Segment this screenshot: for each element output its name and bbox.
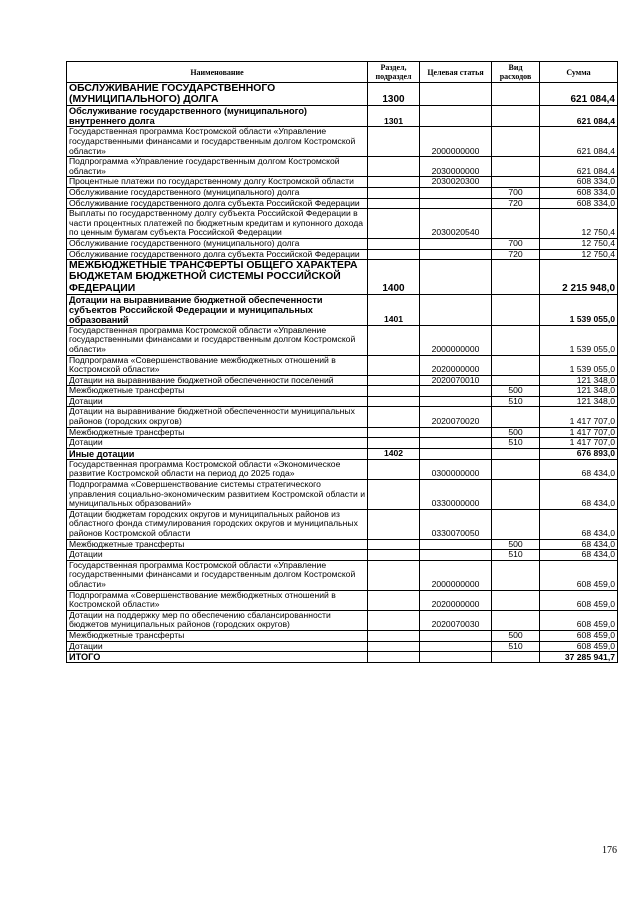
budget-table-sheet bbox=[66, 61, 618, 663]
cell-amount: 608 459,0 bbox=[540, 630, 618, 641]
cell-type bbox=[492, 590, 540, 610]
cell-target bbox=[420, 438, 492, 449]
cell-target: 2000000000 bbox=[420, 560, 492, 590]
cell-target bbox=[420, 396, 492, 407]
cell-target: 2030000000 bbox=[420, 157, 492, 177]
cell-target bbox=[420, 198, 492, 209]
cell-section bbox=[368, 509, 420, 539]
cell-target: 2030020540 bbox=[420, 209, 492, 239]
cell-section bbox=[368, 396, 420, 407]
table-row bbox=[67, 438, 618, 449]
table-row bbox=[67, 260, 618, 295]
cell-name: Подпрограмма «Совершенствование системы стратегического управления социально-экономическим развитием Костромской области и муниципальных образований» bbox=[67, 480, 368, 510]
table-row bbox=[67, 550, 618, 561]
cell-type bbox=[492, 509, 540, 539]
cell-name: Выплаты по государственному долгу субъекта Российской Федерации в части процентных платежей по бюджетным кредитам и купонного дохода по ценным бумагам субъекта Российской Федерации bbox=[67, 209, 368, 239]
cell-type bbox=[492, 459, 540, 479]
cell-amount: 121 348,0 bbox=[540, 375, 618, 386]
table-row bbox=[67, 238, 618, 249]
cell-amount: 1 417 707,0 bbox=[540, 427, 618, 438]
cell-name: Процентные платежи по государственному долгу Костромской области bbox=[67, 177, 368, 188]
cell-amount: 1 417 707,0 bbox=[540, 407, 618, 427]
cell-name: Государственная программа Костромской области «Управление государственными финансами и государственным долгом Костромской области» bbox=[67, 127, 368, 157]
cell-section: 1400 bbox=[368, 260, 420, 295]
cell-type bbox=[492, 355, 540, 375]
cell-section: 1300 bbox=[368, 83, 420, 106]
cell-type bbox=[492, 106, 540, 127]
table-row bbox=[67, 127, 618, 157]
cell-target bbox=[420, 448, 492, 459]
cell-type: 510 bbox=[492, 550, 540, 561]
cell-amount: 621 084,4 bbox=[540, 127, 618, 157]
cell-type: 720 bbox=[492, 198, 540, 209]
table-row bbox=[67, 459, 618, 479]
cell-type: 510 bbox=[492, 641, 540, 652]
cell-section bbox=[368, 560, 420, 590]
table-row bbox=[67, 590, 618, 610]
cell-type bbox=[492, 610, 540, 630]
cell-name: Дотации на выравнивание бюджетной обеспеченности поселений bbox=[67, 375, 368, 386]
cell-type: 720 bbox=[492, 249, 540, 260]
cell-type: 700 bbox=[492, 187, 540, 198]
cell-section bbox=[368, 187, 420, 198]
table-row bbox=[67, 509, 618, 539]
cell-name: Государственная программа Костромской области «Управление государственными финансами и государственным долгом Костромской области» bbox=[67, 325, 368, 355]
table-row bbox=[67, 560, 618, 590]
cell-section bbox=[368, 355, 420, 375]
cell-type bbox=[492, 407, 540, 427]
cell-target: 2020000000 bbox=[420, 590, 492, 610]
cell-type: 510 bbox=[492, 396, 540, 407]
cell-section bbox=[368, 209, 420, 239]
cell-name: Дотации bbox=[67, 438, 368, 449]
cell-section bbox=[368, 375, 420, 386]
cell-target: 2020000000 bbox=[420, 355, 492, 375]
cell-section: 1402 bbox=[368, 448, 420, 459]
cell-section bbox=[368, 427, 420, 438]
cell-amount: 12 750,4 bbox=[540, 209, 618, 239]
cell-name: Дотации бюджетам городских округов и муниципальных районов из областного фонда стимулирования городских округов и муниципальных районов Костромской области bbox=[67, 509, 368, 539]
cell-type: 500 bbox=[492, 386, 540, 397]
table-row bbox=[67, 249, 618, 260]
cell-amount: 608 459,0 bbox=[540, 610, 618, 630]
cell-target bbox=[420, 641, 492, 652]
cell-amount: 621 084,4 bbox=[540, 157, 618, 177]
cell-target bbox=[420, 386, 492, 397]
cell-target: 0330000000 bbox=[420, 480, 492, 510]
cell-target bbox=[420, 106, 492, 127]
cell-type bbox=[492, 375, 540, 386]
table-header-row bbox=[67, 62, 618, 83]
cell-section bbox=[368, 652, 420, 663]
table-row bbox=[67, 652, 618, 663]
cell-section bbox=[368, 177, 420, 188]
table-row bbox=[67, 325, 618, 355]
cell-name: Обслуживание государственного (муниципального) внутреннего долга bbox=[67, 106, 368, 127]
cell-type bbox=[492, 127, 540, 157]
cell-type bbox=[492, 209, 540, 239]
table-row bbox=[67, 294, 618, 325]
table-row bbox=[67, 407, 618, 427]
cell-amount: 37 285 941,7 bbox=[540, 652, 618, 663]
cell-section bbox=[368, 127, 420, 157]
cell-target bbox=[420, 187, 492, 198]
cell-target: 2020070020 bbox=[420, 407, 492, 427]
cell-name: Государственная программа Костромской области «Экономическое развитие Костромской области на период до 2025 года» bbox=[67, 459, 368, 479]
cell-name: Обслуживание государственного (муниципального) долга bbox=[67, 187, 368, 198]
cell-section: 1401 bbox=[368, 294, 420, 325]
cell-section bbox=[368, 641, 420, 652]
cell-type bbox=[492, 177, 540, 188]
cell-name: Межбюджетные трансферты bbox=[67, 386, 368, 397]
table-row bbox=[67, 396, 618, 407]
cell-section bbox=[368, 157, 420, 177]
table-row bbox=[67, 539, 618, 550]
table-row bbox=[67, 427, 618, 438]
table-row bbox=[67, 386, 618, 397]
cell-amount: 1 417 707,0 bbox=[540, 438, 618, 449]
cell-section bbox=[368, 438, 420, 449]
cell-name: Обслуживание государственного (муниципального) долга bbox=[67, 238, 368, 249]
cell-section bbox=[368, 480, 420, 510]
cell-target bbox=[420, 652, 492, 663]
cell-type bbox=[492, 325, 540, 355]
cell-name: МЕЖБЮДЖЕТНЫЕ ТРАНСФЕРТЫ ОБЩЕГО ХАРАКТЕРА БЮДЖЕТАМ БЮДЖЕТНОЙ СИСТЕМЫ РОССИЙСКОЙ ФЕДЕРАЦИИ bbox=[67, 260, 368, 295]
cell-target: 2020070030 bbox=[420, 610, 492, 630]
cell-target bbox=[420, 249, 492, 260]
cell-type bbox=[492, 560, 540, 590]
cell-type: 700 bbox=[492, 238, 540, 249]
cell-name: Подпрограмма «Совершенствование межбюджетных отношений в Костромской области» bbox=[67, 355, 368, 375]
budget-table bbox=[66, 61, 618, 663]
cell-amount: 121 348,0 bbox=[540, 396, 618, 407]
cell-section bbox=[368, 325, 420, 355]
table-body bbox=[67, 83, 618, 663]
cell-section bbox=[368, 539, 420, 550]
cell-type: 500 bbox=[492, 427, 540, 438]
cell-section bbox=[368, 407, 420, 427]
cell-type bbox=[492, 480, 540, 510]
cell-target: 0300000000 bbox=[420, 459, 492, 479]
cell-amount: 608 334,0 bbox=[540, 177, 618, 188]
cell-target: 0330070050 bbox=[420, 509, 492, 539]
cell-amount: 621 084,4 bbox=[540, 106, 618, 127]
header-name: Наименование bbox=[67, 62, 368, 83]
table-row bbox=[67, 355, 618, 375]
cell-amount: 68 434,0 bbox=[540, 550, 618, 561]
cell-type bbox=[492, 83, 540, 106]
cell-name: Обслуживание государственного долга субъекта Российской Федерации bbox=[67, 198, 368, 209]
cell-amount: 1 539 055,0 bbox=[540, 325, 618, 355]
cell-target bbox=[420, 260, 492, 295]
cell-amount: 68 434,0 bbox=[540, 459, 618, 479]
cell-target bbox=[420, 294, 492, 325]
cell-target bbox=[420, 83, 492, 106]
cell-section bbox=[368, 610, 420, 630]
cell-amount: 68 434,0 bbox=[540, 509, 618, 539]
table-row bbox=[67, 375, 618, 386]
cell-target: 2020070010 bbox=[420, 375, 492, 386]
cell-name: Дотации bbox=[67, 396, 368, 407]
cell-amount: 121 348,0 bbox=[540, 386, 618, 397]
cell-section: 1301 bbox=[368, 106, 420, 127]
cell-target bbox=[420, 550, 492, 561]
table-row bbox=[67, 448, 618, 459]
table-row bbox=[67, 198, 618, 209]
header-type: Вид расходов bbox=[492, 62, 540, 83]
cell-amount: 608 459,0 bbox=[540, 560, 618, 590]
cell-amount: 608 459,0 bbox=[540, 590, 618, 610]
cell-section bbox=[368, 630, 420, 641]
cell-target bbox=[420, 427, 492, 438]
cell-amount: 1 539 055,0 bbox=[540, 355, 618, 375]
cell-type bbox=[492, 294, 540, 325]
table-row bbox=[67, 630, 618, 641]
cell-name: Подпрограмма «Совершенствование межбюджетных отношений в Костромской области» bbox=[67, 590, 368, 610]
cell-name: ОБСЛУЖИВАНИЕ ГОСУДАРСТВЕННОГО (МУНИЦИПАЛЬНОГО) ДОЛГА bbox=[67, 83, 368, 106]
cell-target bbox=[420, 238, 492, 249]
cell-name: Дотации на выравнивание бюджетной обеспеченности муниципальных районов (городских округов) bbox=[67, 407, 368, 427]
cell-amount: 621 084,4 bbox=[540, 83, 618, 106]
table-row bbox=[67, 641, 618, 652]
table-row bbox=[67, 187, 618, 198]
cell-name: Подпрограмма «Управление государственным долгом Костромской области» bbox=[67, 157, 368, 177]
table-row bbox=[67, 177, 618, 188]
cell-amount: 68 434,0 bbox=[540, 480, 618, 510]
cell-target bbox=[420, 539, 492, 550]
cell-amount: 676 893,0 bbox=[540, 448, 618, 459]
table-row bbox=[67, 157, 618, 177]
table-row bbox=[67, 83, 618, 106]
cell-name: Межбюджетные трансферты bbox=[67, 427, 368, 438]
cell-section bbox=[368, 590, 420, 610]
cell-amount: 2 215 948,0 bbox=[540, 260, 618, 295]
cell-amount: 608 459,0 bbox=[540, 641, 618, 652]
table-row bbox=[67, 209, 618, 239]
cell-name: ИТОГО bbox=[67, 652, 368, 663]
cell-amount: 68 434,0 bbox=[540, 539, 618, 550]
table-row bbox=[67, 480, 618, 510]
cell-type bbox=[492, 260, 540, 295]
table-row bbox=[67, 106, 618, 127]
cell-type: 500 bbox=[492, 630, 540, 641]
cell-name: Дотации bbox=[67, 641, 368, 652]
cell-name: Межбюджетные трансферты bbox=[67, 539, 368, 550]
cell-type bbox=[492, 652, 540, 663]
cell-amount: 12 750,4 bbox=[540, 249, 618, 260]
cell-target: 2000000000 bbox=[420, 325, 492, 355]
cell-amount: 1 539 055,0 bbox=[540, 294, 618, 325]
page-number: 176 bbox=[602, 845, 617, 856]
cell-name: Дотации на поддержку мер по обеспечению сбалансированности бюджетов муниципальных районов (городских округов) bbox=[67, 610, 368, 630]
header-target: Целевая статья bbox=[420, 62, 492, 83]
cell-section bbox=[368, 198, 420, 209]
table-row bbox=[67, 610, 618, 630]
cell-name: Дотации на выравнивание бюджетной обеспеченности субъектов Российской Федерации и муниципальных образований bbox=[67, 294, 368, 325]
header-section: Раздел, подраздел bbox=[368, 62, 420, 83]
cell-target bbox=[420, 630, 492, 641]
cell-type: 500 bbox=[492, 539, 540, 550]
cell-amount: 608 334,0 bbox=[540, 187, 618, 198]
cell-section bbox=[368, 238, 420, 249]
cell-target: 2000000000 bbox=[420, 127, 492, 157]
cell-section bbox=[368, 386, 420, 397]
cell-name: Межбюджетные трансферты bbox=[67, 630, 368, 641]
cell-type bbox=[492, 448, 540, 459]
cell-name: Государственная программа Костромской области «Управление государственными финансами и государственным долгом Костромской области» bbox=[67, 560, 368, 590]
cell-type: 510 bbox=[492, 438, 540, 449]
cell-target: 2030020300 bbox=[420, 177, 492, 188]
cell-section bbox=[368, 249, 420, 260]
cell-amount: 12 750,4 bbox=[540, 238, 618, 249]
cell-name: Дотации bbox=[67, 550, 368, 561]
cell-amount: 608 334,0 bbox=[540, 198, 618, 209]
cell-section bbox=[368, 550, 420, 561]
cell-name: Иные дотации bbox=[67, 448, 368, 459]
cell-type bbox=[492, 157, 540, 177]
cell-section bbox=[368, 459, 420, 479]
header-amount: Сумма bbox=[540, 62, 618, 83]
cell-name: Обслуживание государственного долга субъекта Российской Федерации bbox=[67, 249, 368, 260]
